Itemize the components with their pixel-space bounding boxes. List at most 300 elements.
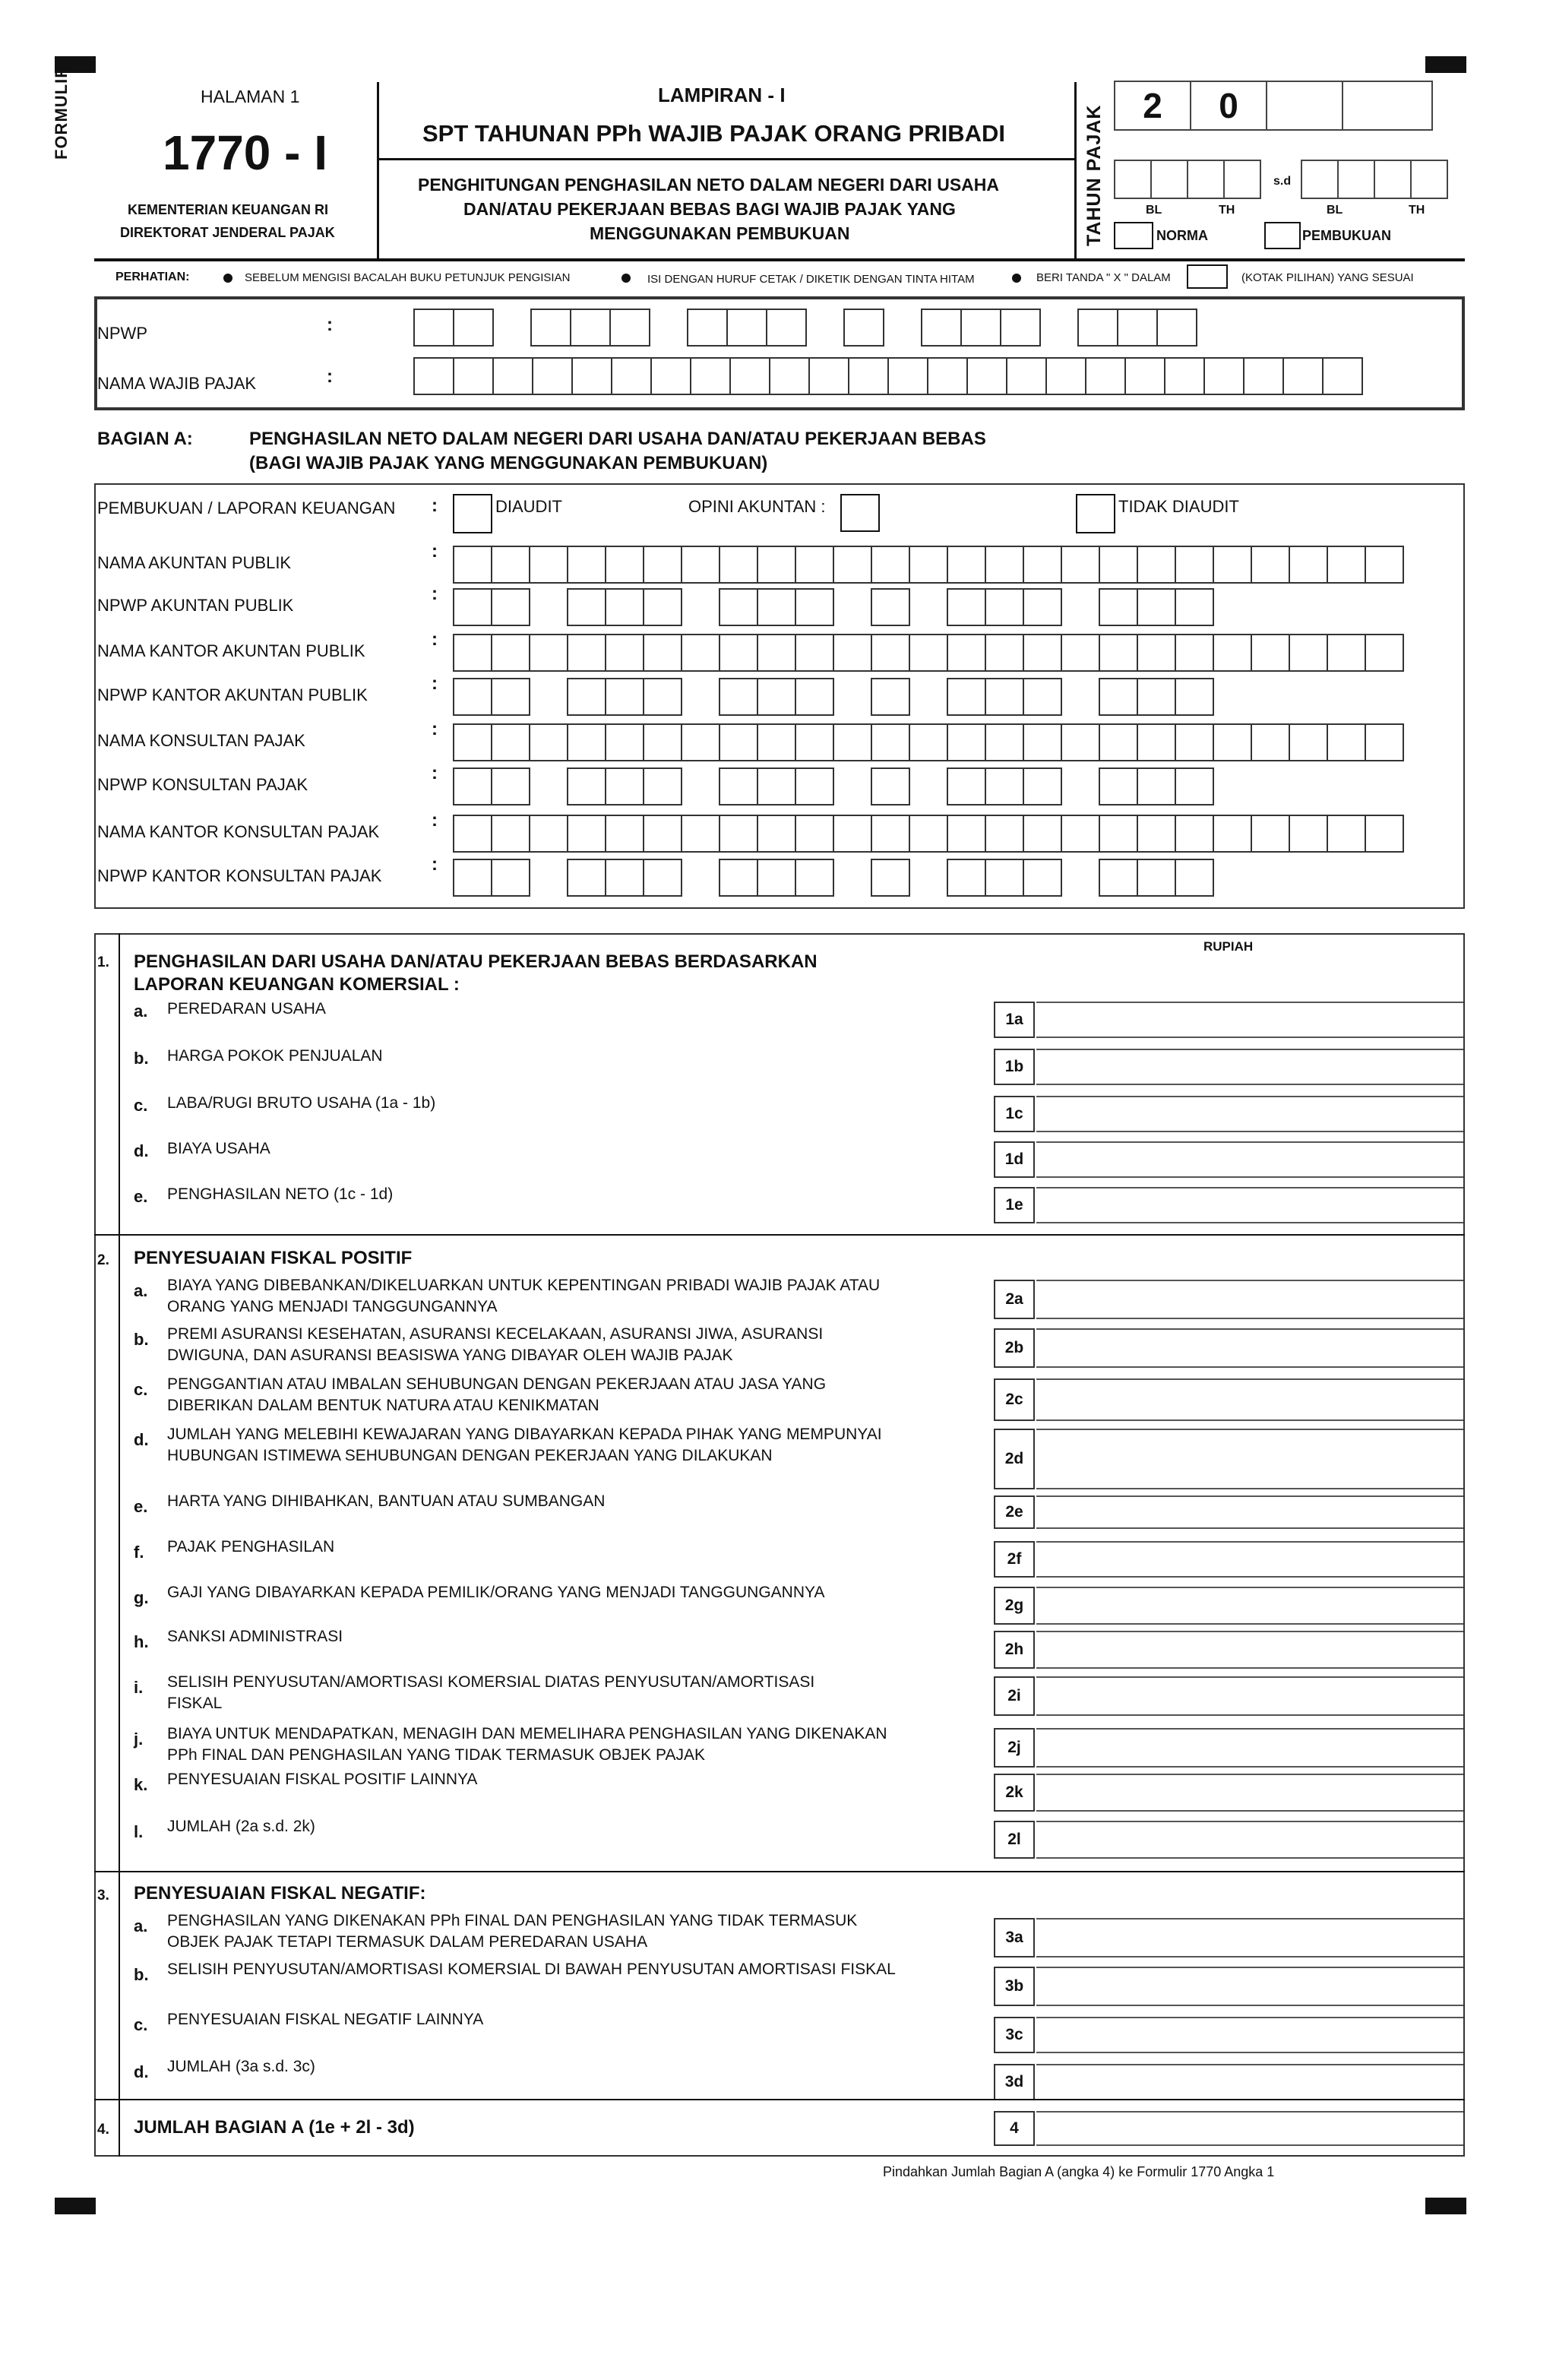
line-value-3b[interactable]: [1036, 1967, 1463, 2006]
nama-akuntan-cell[interactable]: [795, 546, 834, 584]
npwp-kantor-konsultan-cell[interactable]: [1099, 859, 1138, 897]
npwp-konsultan-cell[interactable]: [757, 767, 796, 805]
header-bottom-rule: [94, 258, 1465, 261]
section-1-item-letter: c.: [134, 1096, 148, 1115]
npwp-konsultan-cell[interactable]: [947, 767, 986, 805]
npwp-kantor-konsultan-cell[interactable]: [453, 859, 492, 897]
nama-konsultan-cell[interactable]: [643, 723, 682, 761]
npwp-cell[interactable]: [843, 309, 884, 347]
line-value-1a[interactable]: [1036, 1002, 1463, 1038]
nama-konsultan-cell[interactable]: [605, 723, 644, 761]
nama-konsultan-cell[interactable]: [757, 723, 796, 761]
section-1-item-text: PENGHASILAN NETO (1c - 1d): [167, 1185, 394, 1203]
nama-konsultan-cell[interactable]: [1213, 723, 1252, 761]
npwp-colon: :: [327, 315, 333, 335]
nama-akuntan-cell[interactable]: [643, 546, 682, 584]
npwp-akuntan-cell[interactable]: [567, 588, 606, 626]
taxpayer-name-cell[interactable]: [571, 357, 612, 395]
nama-akuntan-cell[interactable]: [1213, 546, 1252, 584]
npwp-kantor-konsultan-cell[interactable]: [757, 859, 796, 897]
npwp-konsultan-cell[interactable]: [719, 767, 758, 805]
line-value-1d[interactable]: [1036, 1141, 1463, 1178]
nama-konsultan-cell[interactable]: [1023, 723, 1062, 761]
nama-akuntan-cell[interactable]: [1289, 546, 1328, 584]
tax-year-digit-2[interactable]: 0: [1190, 81, 1267, 131]
form-side-label: FORMULIR: [52, 65, 71, 160]
npwp-kantor-konsultan-cell[interactable]: [567, 859, 606, 897]
nama-konsultan-cell[interactable]: [567, 723, 606, 761]
line-code-2b: 2b: [994, 1328, 1035, 1368]
nama-konsultan-cell[interactable]: [1099, 723, 1138, 761]
npwp-kantor-akuntan-cell[interactable]: [1099, 678, 1138, 716]
nama-konsultan-cell[interactable]: [681, 723, 720, 761]
spt-title: SPT TAHUNAN PPh WAJIB PAJAK ORANG PRIBADI: [422, 120, 1006, 147]
npwp-cell[interactable]: [766, 309, 807, 347]
npwp-cell[interactable]: [726, 309, 767, 347]
line-value-2h[interactable]: [1036, 1631, 1463, 1669]
nama-kantor-konsultan-cell[interactable]: [833, 815, 872, 853]
period-start-year-2[interactable]: [1223, 160, 1261, 199]
registration-mark-bottom-left: [55, 2198, 96, 2214]
section-2-item-text-1: PENYESUAIAN FISKAL POSITIF LAINNYA: [167, 1771, 478, 1788]
nama-kantor-akuntan-cell[interactable]: [833, 634, 872, 672]
nama-akuntan-cell[interactable]: [833, 546, 872, 584]
nama-akuntan-cell[interactable]: [1137, 546, 1176, 584]
nama-kantor-konsultan-cell[interactable]: [453, 815, 492, 853]
nama-kantor-akuntan-cell[interactable]: [1023, 634, 1062, 672]
nama-kantor-akuntan-cell[interactable]: [529, 634, 568, 672]
nama-akuntan-cell[interactable]: [605, 546, 644, 584]
npwp-kantor-konsultan-cell[interactable]: [719, 859, 758, 897]
line-value-3a[interactable]: [1036, 1918, 1463, 1957]
taxpayer-name-cell[interactable]: [808, 357, 849, 395]
nama-akuntan-cell[interactable]: [567, 546, 606, 584]
nama-kantor-akuntan-cell[interactable]: [1289, 634, 1328, 672]
nama-akuntan-cell[interactable]: [1061, 546, 1100, 584]
nama-kantor-konsultan-cell[interactable]: [1289, 815, 1328, 853]
npwp-kantor-konsultan-cell[interactable]: [871, 859, 910, 897]
nama-akuntan-cell[interactable]: [1099, 546, 1138, 584]
npwp-akuntan-cell[interactable]: [947, 588, 986, 626]
tax-year-digit-4[interactable]: [1342, 81, 1433, 131]
subtitle-line-3: MENGGUNAKAN PEMBUKUAN: [590, 223, 850, 243]
nama-kantor-akuntan-label: NAMA KANTOR AKUNTAN PUBLIK: [97, 641, 365, 660]
npwp-konsultan-cell[interactable]: [1175, 767, 1214, 805]
nama-kantor-konsultan-cell[interactable]: [719, 815, 758, 853]
nama-kantor-konsultan-cell[interactable]: [871, 815, 910, 853]
nama-konsultan-cell[interactable]: [795, 723, 834, 761]
npwp-akuntan-cell[interactable]: [453, 588, 492, 626]
line-code-2c: 2c: [994, 1378, 1035, 1421]
nama-konsultan-cell[interactable]: [453, 723, 492, 761]
section-2-item-text-2: DWIGUNA, DAN ASURANSI BEASISWA YANG DIBAYAR OLEH WAJIB PAJAK: [167, 1347, 733, 1364]
taxpayer-name-cell[interactable]: [769, 357, 810, 395]
npwp-kantor-akuntan-cell[interactable]: [1023, 678, 1062, 716]
line-value-3c[interactable]: [1036, 2017, 1463, 2053]
nama-konsultan-cell[interactable]: [909, 723, 948, 761]
nama-kantor-akuntan-cell[interactable]: [1061, 634, 1100, 672]
pembukuan-label: PEMBUKUAN: [1302, 228, 1391, 243]
nama-kantor-akuntan-cell[interactable]: [757, 634, 796, 672]
nama-kantor-akuntan-cell[interactable]: [1365, 634, 1404, 672]
nama-akuntan-cell[interactable]: [1327, 546, 1366, 584]
line-code-1b: 1b: [994, 1049, 1035, 1085]
npwp-kantor-akuntan-cell[interactable]: [643, 678, 682, 716]
npwp-cell[interactable]: [413, 309, 454, 347]
npwp-cell[interactable]: [921, 309, 962, 347]
taxpayer-name-cell[interactable]: [690, 357, 731, 395]
line-value-2b[interactable]: [1036, 1328, 1463, 1368]
npwp-kantor-konsultan-cell[interactable]: [643, 859, 682, 897]
nama-konsultan-cell[interactable]: [1137, 723, 1176, 761]
nama-kantor-konsultan-cell[interactable]: [491, 815, 530, 853]
npwp-konsultan-cell[interactable]: [1137, 767, 1176, 805]
period-start-month-1[interactable]: [1114, 160, 1152, 199]
nama-kantor-konsultan-cell[interactable]: [1327, 815, 1366, 853]
example-checkbox: [1187, 264, 1228, 289]
npwp-kantor-konsultan-cell[interactable]: [1137, 859, 1176, 897]
nama-akuntan-cell[interactable]: [909, 546, 948, 584]
npwp-kantor-konsultan-cell[interactable]: [605, 859, 644, 897]
npwp-kantor-akuntan-cell[interactable]: [567, 678, 606, 716]
taxpayer-name-cell[interactable]: [1243, 357, 1284, 395]
npwp-kantor-akuntan-cell[interactable]: [719, 678, 758, 716]
npwp-kantor-konsultan-cell[interactable]: [1023, 859, 1062, 897]
opini-checkbox[interactable]: [840, 494, 880, 532]
section-2-item-text-2: PPh FINAL DAN PENGHASILAN YANG TIDAK TERMASUK OBJEK PAJAK: [167, 1746, 705, 1764]
tidak-diaudit-checkbox[interactable]: [1076, 494, 1115, 533]
npwp-akuntan-cell[interactable]: [719, 588, 758, 626]
nama-kantor-konsultan-cell[interactable]: [1251, 815, 1290, 853]
taxpayer-name-cell[interactable]: [1045, 357, 1086, 395]
footer-note: Pindahkan Jumlah Bagian A (angka 4) ke Formulir 1770 Angka 1: [883, 2164, 1275, 2179]
nama-akuntan-cell[interactable]: [871, 546, 910, 584]
section-3-item-text-1: PENGHASILAN YANG DIKENAKAN PPh FINAL DAN PENGHASILAN YANG TIDAK TERMASUK: [167, 1912, 858, 1929]
nama-kantor-konsultan-cell[interactable]: [1213, 815, 1252, 853]
npwp-kantor-akuntan-cell[interactable]: [985, 678, 1024, 716]
section-3-item-text-1: SELISIH PENYUSUTAN/AMORTISASI KOMERSIAL DI BAWAH PENYUSUTAN AMORTISASI FISKAL: [167, 1961, 896, 1978]
npwp-kantor-konsultan-cell[interactable]: [947, 859, 986, 897]
diaudit-checkbox[interactable]: [453, 494, 492, 533]
npwp-kantor-akuntan-colon: :: [432, 673, 438, 694]
line-code-2i: 2i: [994, 1676, 1035, 1716]
npwp-kantor-akuntan-cell[interactable]: [1137, 678, 1176, 716]
period-end-th: TH: [1409, 204, 1425, 217]
taxpayer-name-cell[interactable]: [1282, 357, 1324, 395]
npwp-kantor-akuntan-cell[interactable]: [1175, 678, 1214, 716]
taxpayer-name-cell[interactable]: [729, 357, 770, 395]
nama-akuntan-cell[interactable]: [1175, 546, 1214, 584]
section-2-item-letter: h.: [134, 1632, 149, 1651]
npwp-cell[interactable]: [687, 309, 728, 347]
nama-kantor-akuntan-cell[interactable]: [795, 634, 834, 672]
npwp-cell[interactable]: [1077, 309, 1118, 347]
nama-kantor-akuntan-cell[interactable]: [1137, 634, 1176, 672]
taxpayer-name-cell[interactable]: [848, 357, 889, 395]
form-number: 1770 - I: [163, 125, 328, 180]
nama-akuntan-cell[interactable]: [985, 546, 1024, 584]
period-separator: s.d: [1273, 175, 1292, 188]
nama-akuntan-cell[interactable]: [529, 546, 568, 584]
npwp-kantor-akuntan-label: NPWP KANTOR AKUNTAN PUBLIK: [97, 685, 368, 704]
taxpayer-name-cell[interactable]: [1006, 357, 1047, 395]
nama-konsultan-cell[interactable]: [529, 723, 568, 761]
tax-year-label: TAHUN PAJAK: [1083, 104, 1105, 246]
line-value-3d[interactable]: [1036, 2064, 1463, 2100]
tax-year-boxes: [1114, 81, 1431, 131]
nama-akuntan-cell[interactable]: [1365, 546, 1404, 584]
tax-year-digit-3[interactable]: [1266, 81, 1343, 131]
nama-konsultan-cell[interactable]: [1251, 723, 1290, 761]
table-number-column: [119, 933, 120, 2157]
npwp-cell[interactable]: [960, 309, 1001, 347]
section-2-item-letter: k.: [134, 1775, 148, 1794]
line-value-1c[interactable]: [1036, 1096, 1463, 1132]
line-value-2c[interactable]: [1036, 1378, 1463, 1421]
npwp-akuntan-cell[interactable]: [1099, 588, 1138, 626]
nama-kantor-konsultan-cell[interactable]: [909, 815, 948, 853]
npwp-konsultan-cell[interactable]: [795, 767, 834, 805]
line-value-2j[interactable]: [1036, 1728, 1463, 1768]
npwp-akuntan-label: NPWP AKUNTAN PUBLIK: [97, 596, 294, 615]
period-end-year-2[interactable]: [1410, 160, 1448, 199]
line-value-2i[interactable]: [1036, 1676, 1463, 1716]
taxpayer-name-cell[interactable]: [492, 357, 533, 395]
section-3-item-text-1: PENYESUAIAN FISKAL NEGATIF LAINNYA: [167, 2011, 484, 2028]
nama-kantor-konsultan-cell[interactable]: [1137, 815, 1176, 853]
taxpayer-name-cell[interactable]: [927, 357, 968, 395]
npwp-cell[interactable]: [609, 309, 650, 347]
nama-kantor-konsultan-cell[interactable]: [1099, 815, 1138, 853]
subtitle-line-1: PENGHITUNGAN PENGHASILAN NETO DALAM NEGERI DARI USAHA: [418, 175, 999, 195]
taxpayer-name-cell[interactable]: [413, 357, 454, 395]
taxpayer-name-cell[interactable]: [1164, 357, 1205, 395]
section-2-item-text-2: DIBERIKAN DALAM BENTUK NATURA ATAU KENIKMATAN: [167, 1397, 599, 1414]
nama-kantor-konsultan-cell[interactable]: [757, 815, 796, 853]
perhatian-item-2: ISI DENGAN HURUF CETAK / DIKETIK DENGAN TINTA HITAM: [647, 273, 975, 286]
nama-konsultan-cell[interactable]: [871, 723, 910, 761]
taxpayer-name-cell[interactable]: [887, 357, 928, 395]
nama-konsultan-cell[interactable]: [833, 723, 872, 761]
nama-konsultan-cell[interactable]: [719, 723, 758, 761]
npwp-kantor-akuntan-cell[interactable]: [795, 678, 834, 716]
npwp-akuntan-cell[interactable]: [491, 588, 530, 626]
line-value-4[interactable]: [1036, 2111, 1463, 2146]
nama-kantor-konsultan-cell[interactable]: [1023, 815, 1062, 853]
nama-kantor-akuntan-cell[interactable]: [985, 634, 1024, 672]
section-2-item-text-1: JUMLAH YANG MELEBIHI KEWAJARAN YANG DIBAYARKAN KEPADA PIHAK YANG MEMPUNYAI: [167, 1426, 882, 1443]
npwp-akuntan-cell[interactable]: [795, 588, 834, 626]
section-2-item-letter: g.: [134, 1588, 149, 1607]
perhatian-item-3-end: (KOTAK PILIHAN) YANG SESUAI: [1241, 271, 1414, 284]
npwp-akuntan-cell[interactable]: [1175, 588, 1214, 626]
nama-kantor-konsultan-cell[interactable]: [1061, 815, 1100, 853]
period-end-bl: BL: [1327, 204, 1343, 217]
nama-kantor-akuntan-cell[interactable]: [1099, 634, 1138, 672]
npwp-kantor-akuntan-cell[interactable]: [947, 678, 986, 716]
nama-akuntan-cell[interactable]: [453, 546, 492, 584]
npwp-konsultan-cell[interactable]: [453, 767, 492, 805]
nama-akuntan-cell[interactable]: [1251, 546, 1290, 584]
nama-kantor-akuntan-cell[interactable]: [1327, 634, 1366, 672]
nama-akuntan-cell[interactable]: [757, 546, 796, 584]
ministry-name: KEMENTERIAN KEUANGAN RI: [128, 202, 329, 217]
section-2-title: PENYESUAIAN FISKAL POSITIF: [134, 1248, 413, 1268]
npwp-cell[interactable]: [570, 309, 611, 347]
line-value-2l[interactable]: [1036, 1821, 1463, 1859]
section-2-number: 2.: [97, 1252, 109, 1268]
npwp-cell[interactable]: [530, 309, 571, 347]
taxpayer-name-cell[interactable]: [1203, 357, 1244, 395]
nama-kantor-konsultan-cell[interactable]: [605, 815, 644, 853]
section-1-number: 1.: [97, 954, 109, 970]
nama-kantor-akuntan-cell[interactable]: [1251, 634, 1290, 672]
nama-kantor-akuntan-cell[interactable]: [567, 634, 606, 672]
nama-konsultan-cell[interactable]: [1365, 723, 1404, 761]
npwp-cell[interactable]: [1117, 309, 1158, 347]
npwp-akuntan-cell[interactable]: [871, 588, 910, 626]
nama-kantor-konsultan-cell[interactable]: [529, 815, 568, 853]
npwp-konsultan-cell[interactable]: [605, 767, 644, 805]
npwp-konsultan-cell[interactable]: [1099, 767, 1138, 805]
nama-akuntan-cell[interactable]: [1023, 546, 1062, 584]
nama-kantor-konsultan-cell[interactable]: [1365, 815, 1404, 853]
nama-kantor-konsultan-cell[interactable]: [567, 815, 606, 853]
line-code-1c: 1c: [994, 1096, 1035, 1132]
npwp-akuntan-cell[interactable]: [757, 588, 796, 626]
npwp-cell[interactable]: [1000, 309, 1041, 347]
nama-kantor-akuntan-cell[interactable]: [909, 634, 948, 672]
line-code-2k: 2k: [994, 1774, 1035, 1812]
tidak-diaudit-label: TIDAK DIAUDIT: [1118, 497, 1239, 516]
taxpayer-name-cell[interactable]: [453, 357, 494, 395]
section-2-item-letter: d.: [134, 1430, 149, 1449]
tax-year-digit-1[interactable]: 2: [1114, 81, 1191, 131]
npwp-kantor-akuntan-cell[interactable]: [871, 678, 910, 716]
nama-konsultan-cell[interactable]: [1289, 723, 1328, 761]
period-end-month-2[interactable]: [1337, 160, 1375, 199]
nama-konsultan-cell[interactable]: [985, 723, 1024, 761]
npwp-akuntan-cell[interactable]: [643, 588, 682, 626]
taxpayer-name-cell[interactable]: [966, 357, 1007, 395]
period-end-month-1[interactable]: [1301, 160, 1339, 199]
norma-label: NORMA: [1156, 228, 1208, 243]
line-value-2f[interactable]: [1036, 1541, 1463, 1578]
section-2-item-letter: c.: [134, 1380, 148, 1399]
line-value-1b[interactable]: [1036, 1049, 1463, 1085]
nama-kantor-konsultan-cell[interactable]: [1175, 815, 1214, 853]
nama-kantor-akuntan-cell[interactable]: [1213, 634, 1252, 672]
nama-kantor-konsultan-cell[interactable]: [643, 815, 682, 853]
nama-kantor-akuntan-cell[interactable]: [719, 634, 758, 672]
nama-akuntan-cell[interactable]: [947, 546, 986, 584]
line-code-2j: 2j: [994, 1728, 1035, 1768]
nama-kantor-akuntan-cell[interactable]: [643, 634, 682, 672]
nama-konsultan-cell[interactable]: [947, 723, 986, 761]
line-value-2d[interactable]: [1036, 1429, 1463, 1489]
header-divider-right: [1074, 82, 1077, 258]
npwp-konsultan-cell[interactable]: [491, 767, 530, 805]
nama-kantor-akuntan-cell[interactable]: [605, 634, 644, 672]
line-value-2k[interactable]: [1036, 1774, 1463, 1812]
nama-kantor-akuntan-cell[interactable]: [681, 634, 720, 672]
rupiah-label: RUPIAH: [1203, 939, 1254, 954]
line-value-2e[interactable]: [1036, 1495, 1463, 1529]
line-value-2g[interactable]: [1036, 1587, 1463, 1625]
section-divider: [94, 1871, 1465, 1872]
nama-akuntan-cell[interactable]: [681, 546, 720, 584]
npwp-kantor-konsultan-cell[interactable]: [1175, 859, 1214, 897]
nama-konsultan-cell[interactable]: [491, 723, 530, 761]
registration-mark-top-right: [1425, 56, 1466, 73]
npwp-akuntan-cell[interactable]: [1023, 588, 1062, 626]
nama-akuntan-cell[interactable]: [719, 546, 758, 584]
npwp-kantor-akuntan-cell[interactable]: [757, 678, 796, 716]
section-4-title: JUMLAH BAGIAN A (1e + 2l - 3d): [134, 2117, 415, 2138]
section-2-item-text-1: BIAYA UNTUK MENDAPATKAN, MENAGIH DAN MEMELIHARA PENGHASILAN YANG DIKENAKAN: [167, 1725, 887, 1742]
norma-checkbox[interactable]: [1114, 222, 1153, 249]
npwp-konsultan-cell[interactable]: [567, 767, 606, 805]
taxpayer-name-cell[interactable]: [532, 357, 573, 395]
npwp-konsultan-cell[interactable]: [1023, 767, 1062, 805]
nama-kantor-akuntan-cell[interactable]: [491, 634, 530, 672]
taxpayer-name-cell[interactable]: [611, 357, 652, 395]
nama-konsultan-cell[interactable]: [1175, 723, 1214, 761]
bullet-icon: [621, 274, 631, 283]
line-value-1e[interactable]: [1036, 1187, 1463, 1223]
nama-kantor-konsultan-cell[interactable]: [947, 815, 986, 853]
nama-kantor-akuntan-cell[interactable]: [947, 634, 986, 672]
pembukuan-checkbox[interactable]: [1264, 222, 1301, 249]
npwp-kantor-akuntan-cell[interactable]: [491, 678, 530, 716]
period-start-boxes: [1114, 160, 1260, 199]
npwp-akuntan-cell[interactable]: [605, 588, 644, 626]
npwp-konsultan-cell[interactable]: [871, 767, 910, 805]
nama-kantor-konsultan-cell[interactable]: [985, 815, 1024, 853]
nama-kantor-konsultan-cell[interactable]: [795, 815, 834, 853]
nama-kantor-akuntan-cell[interactable]: [453, 634, 492, 672]
npwp-akuntan-cell[interactable]: [1137, 588, 1176, 626]
nama-kantor-akuntan-cell[interactable]: [1175, 634, 1214, 672]
taxpayer-name-cell[interactable]: [1124, 357, 1165, 395]
npwp-kantor-akuntan-cell[interactable]: [453, 678, 492, 716]
npwp-akuntan-colon: :: [432, 584, 438, 604]
npwp-konsultan-cell[interactable]: [985, 767, 1024, 805]
line-value-2a[interactable]: [1036, 1280, 1463, 1319]
taxpayer-name-cell[interactable]: [650, 357, 691, 395]
nama-konsultan-cell[interactable]: [1061, 723, 1100, 761]
nama-konsultan-cell[interactable]: [1327, 723, 1366, 761]
nama-kantor-akuntan-cell[interactable]: [871, 634, 910, 672]
taxpayer-name-cell[interactable]: [1322, 357, 1363, 395]
npwp-kantor-akuntan-cell[interactable]: [605, 678, 644, 716]
section-2-item-letter: i.: [134, 1678, 144, 1697]
period-end-year-1[interactable]: [1374, 160, 1412, 199]
section-1-title-1: PENGHASILAN DARI USAHA DAN/ATAU PEKERJAAN BEBAS BERDASARKAN: [134, 951, 818, 972]
npwp-kantor-konsultan-cell[interactable]: [985, 859, 1024, 897]
npwp-kantor-konsultan-cell[interactable]: [795, 859, 834, 897]
nama-akuntan-cell[interactable]: [491, 546, 530, 584]
nama-kantor-konsultan-cell[interactable]: [681, 815, 720, 853]
npwp-cell[interactable]: [1156, 309, 1197, 347]
npwp-akuntan-cell[interactable]: [985, 588, 1024, 626]
taxpayer-name-cell[interactable]: [1085, 357, 1126, 395]
npwp-cell[interactable]: [453, 309, 494, 347]
period-start-year-1[interactable]: [1187, 160, 1225, 199]
period-start-month-2[interactable]: [1150, 160, 1188, 199]
npwp-konsultan-cell[interactable]: [643, 767, 682, 805]
npwp-kantor-konsultan-cell[interactable]: [491, 859, 530, 897]
